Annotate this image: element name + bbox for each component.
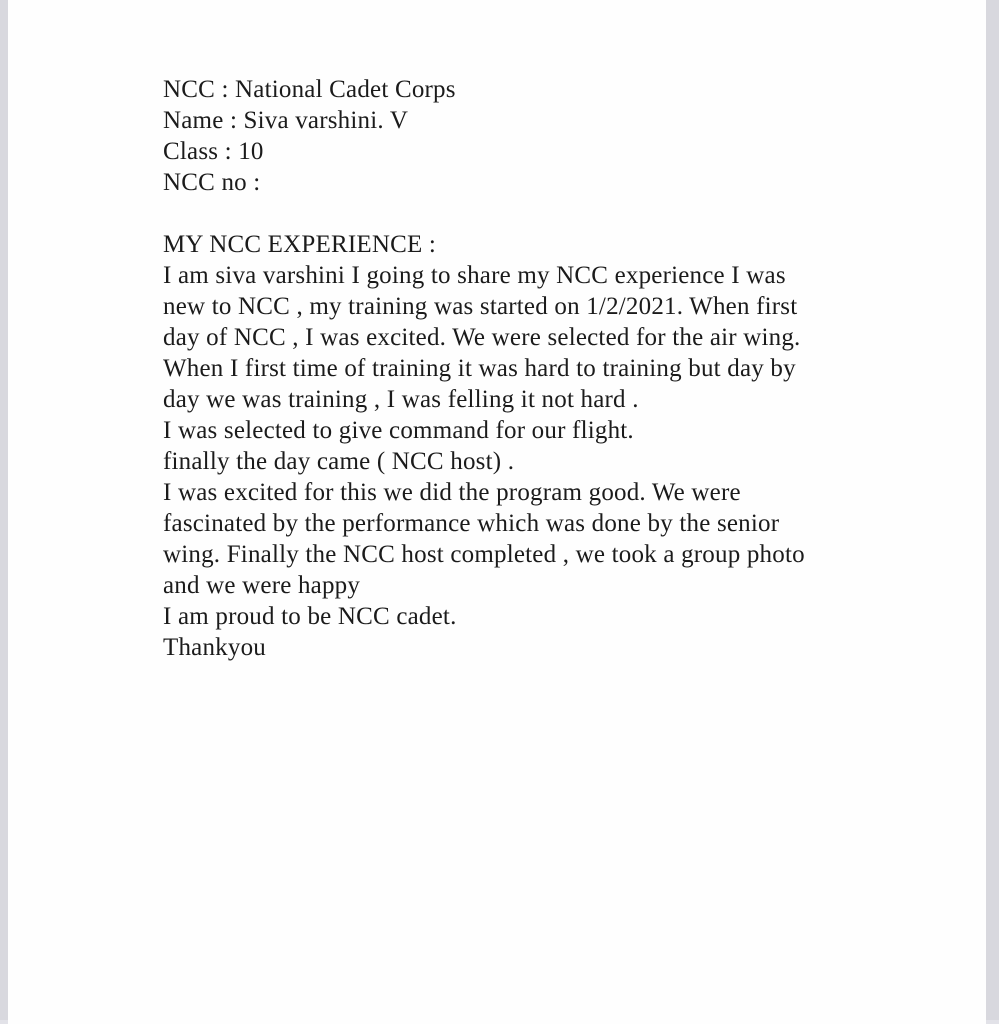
screen-edge-right: [986, 0, 999, 1024]
blank-line: [163, 198, 883, 229]
essay-line: I was selected to give command for our flight.: [163, 417, 634, 444]
essay-line: When I first time of training it was hard to training but day by: [163, 355, 796, 382]
essay-line: finally the day came ( NCC host) .: [163, 448, 515, 475]
essay-line: and we were happy: [163, 572, 361, 599]
header-line-ncc-no: NCC no :: [163, 169, 261, 196]
essay-line: Thankyou: [163, 634, 266, 661]
header-line-class: Class : 10: [163, 138, 264, 165]
essay-title: MY NCC EXPERIENCE :: [163, 231, 437, 258]
header-line-ncc: NCC : National Cadet Corps: [163, 76, 456, 103]
document-header: [163, 74, 883, 198]
essay-line: I am siva varshini I going to share my NCC experience I was: [163, 262, 786, 289]
document-page: [8, 0, 986, 1024]
essay-line: fascinated by the performance which was done by the senior: [163, 510, 780, 537]
essay-line: day of NCC , I was excited. We were selected for the air wing.: [163, 324, 801, 351]
essay-line: I am proud to be NCC cadet.: [163, 603, 457, 630]
document-essay: [163, 229, 883, 663]
screen-edge-left: [0, 0, 8, 1024]
essay-line: wing. Finally the NCC host completed , we took a group photo: [163, 541, 805, 568]
essay-line: I was excited for this we did the program good. We were: [163, 479, 741, 506]
document-text: [163, 74, 883, 663]
essay-line: new to NCC , my training was started on 1/2/2021. When first: [163, 293, 798, 320]
header-line-name: Name : Siva varshini. V: [163, 107, 409, 134]
essay-line: day we was training , I was felling it not hard .: [163, 386, 639, 413]
